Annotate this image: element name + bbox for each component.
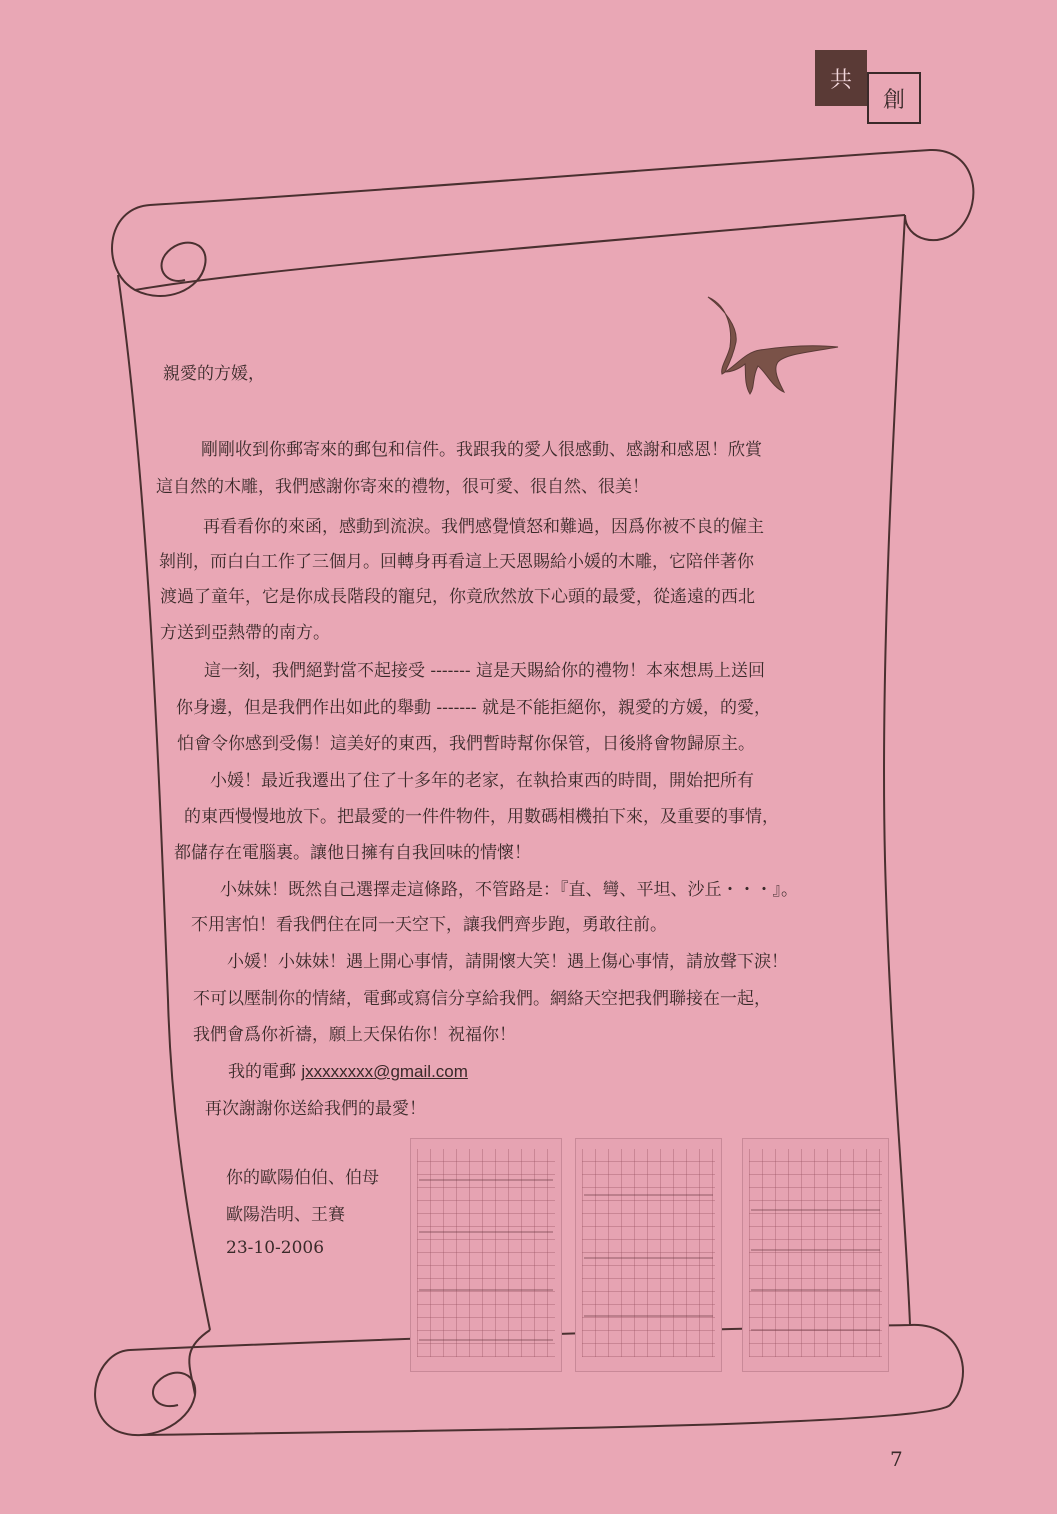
email-label: 我的電郵 [228,1062,296,1082]
wood-carving-illustration [700,292,845,397]
signature-date: 23-10-2006 [226,1238,325,1258]
header-badge-light [867,72,921,124]
letter-line: 怕會令你感到受傷！這美好的東西，我們暫時幫你保管，日後將會物歸原主。 [177,734,755,754]
letter-line: 的東西慢慢地放下。把最愛的一件件物件，用數碼相機拍下來，及重要的事情， [184,807,779,827]
letter-line: 我們會爲你祈禱，願上天保佑你！祝福你！ [193,1025,516,1045]
signature-line-2: 歐陽浩明、王賽 [226,1205,345,1225]
letter-line: 再看看你的來函，感動到流淚。我們感覺憤怒和難過，因爲你被不良的僱主 [203,517,764,537]
letter-line: 小媛！最近我遷出了住了十多年的老家，在執拾東西的時間，開始把所有 [210,771,754,791]
letter-line: 都儲存在電腦裏。讓他日擁有自我回味的情懷！ [174,843,531,863]
letter-line: 小妹妹！既然自己選擇走這條路，不管路是：『直、彎、平坦、沙丘・・・』。 [220,880,798,900]
letter-line: 不用害怕！看我們住在同一天空下，讓我們齊步跑，勇敢往前。 [191,915,667,935]
page-number: 7 [890,1447,903,1471]
letter-line: 這自然的木雕，我們感謝你寄來的禮物，很可愛、很自然、很美！ [156,477,649,497]
email-line [228,1057,468,1082]
handwritten-letter-sheet-2 [575,1138,722,1372]
letter-line: 方送到亞熱帶的南方。 [160,623,330,643]
letter-line: 這一刻，我們絕對當不起接受 ------- 這是天賜給你的禮物！本來想馬上送回 [204,661,766,681]
header-badge-dark-text: 共 [829,67,852,93]
letter-line: 你身邊，但是我們作出如此的舉動 ------- 就是不能拒絕你，親愛的方媛，的愛， [176,698,772,718]
handwritten-letter-sheet-3 [742,1138,889,1372]
header-badge-dark [815,50,867,106]
thanks-line: 再次謝謝你送給我們的最愛！ [205,1099,426,1119]
letter-line: 渡過了童年，它是你成長階段的寵兒，你竟欣然放下心頭的最愛，從遙遠的西北 [160,587,755,607]
letter-line: 剝削，而白白工作了三個月。回轉身再看這上天恩賜給小媛的木雕，它陪伴著你 [159,552,754,572]
letter-line: 小媛！小妹妹！遇上開心事情，請開懷大笑！遇上傷心事情，請放聲下淚！ [227,952,788,972]
letter-line: 剛剛收到你郵寄來的郵包和信件。我跟我的愛人很感動、感謝和感恩！欣賞 [201,440,762,460]
handwritten-letter-sheet-1 [410,1138,562,1372]
email-link[interactable]: jxxxxxxxx@gmail.com [301,1062,468,1081]
letter-line: 不可以壓制你的情緒，電郵或寫信分享給我們。網絡天空把我們聯接在一起， [193,989,771,1009]
header-badge-light-text: 創 [882,87,905,113]
signature-line-1: 你的歐陽伯伯、伯母 [226,1168,379,1188]
letter-greeting: 親愛的方媛， [163,364,265,384]
